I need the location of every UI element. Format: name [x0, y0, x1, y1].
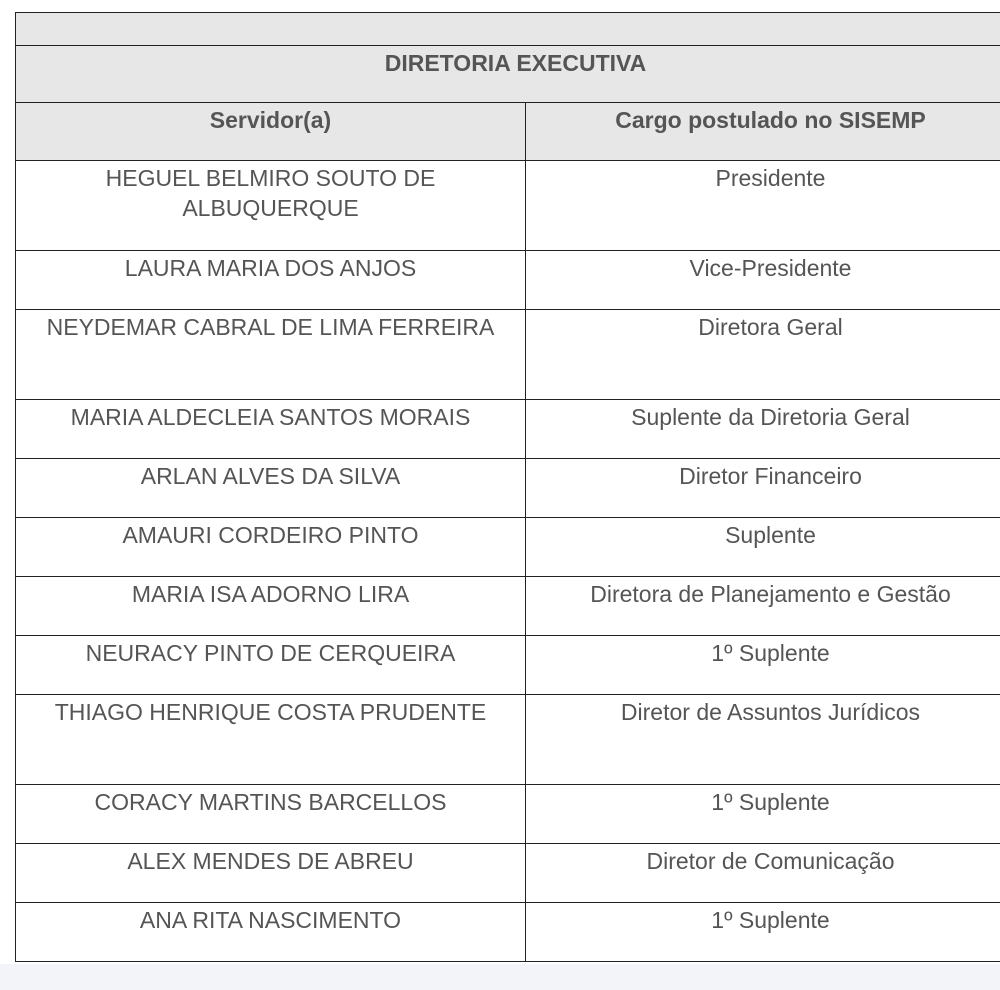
table-header-row [16, 103, 1000, 161]
table-row [16, 785, 1000, 844]
servidor-cell: ANA RITA NASCIMENTO [16, 903, 526, 962]
table-row [16, 400, 1000, 459]
cargo-cell: Diretora Geral [526, 310, 1000, 400]
cargo-cell: Suplente da Diretoria Geral [526, 400, 1000, 459]
table-title-row [16, 46, 1000, 103]
servidor-cell: CORACY MARTINS BARCELLOS [16, 785, 526, 844]
table-row [16, 695, 1000, 785]
cargo-cell: Diretor Financeiro [526, 459, 1000, 518]
table-row [16, 577, 1000, 636]
servidor-cell: HEGUEL BELMIRO SOUTO DE ALBUQUERQUE [16, 161, 526, 251]
table-row [16, 518, 1000, 577]
table-row [16, 251, 1000, 310]
servidor-cell: LAURA MARIA DOS ANJOS [16, 251, 526, 310]
header-servidor: Servidor(a) [16, 103, 526, 161]
cargo-cell: Diretor de Assuntos Jurídicos [526, 695, 1000, 785]
table-row [16, 844, 1000, 903]
servidor-cell: MARIA ALDECLEIA SANTOS MORAIS [16, 400, 526, 459]
cargo-cell: Vice-Presidente [526, 251, 1000, 310]
servidor-cell: NEYDEMAR CABRAL DE LIMA FERREIRA [16, 310, 526, 400]
header-cargo: Cargo postulado no SISEMP [526, 103, 1000, 161]
diretoria-table [15, 12, 1000, 962]
table-container [15, 12, 1000, 964]
servidor-cell: ALEX MENDES DE ABREU [16, 844, 526, 903]
bottom-background-band [0, 964, 1000, 990]
table-row [16, 310, 1000, 400]
cargo-cell: Diretor de Comunicação [526, 844, 1000, 903]
table-row [16, 161, 1000, 251]
table-title: DIRETORIA EXECUTIVA [16, 46, 1000, 103]
table-row [16, 636, 1000, 695]
cargo-cell: 1º Suplente [526, 785, 1000, 844]
servidor-cell: THIAGO HENRIQUE COSTA PRUDENTE [16, 695, 526, 785]
cargo-cell: Suplente [526, 518, 1000, 577]
table-top-blank-row [16, 13, 1000, 46]
cargo-cell: Diretora de Planejamento e Gestão [526, 577, 1000, 636]
table-row [16, 459, 1000, 518]
cargo-cell: Presidente [526, 161, 1000, 251]
cargo-cell: 1º Suplente [526, 903, 1000, 962]
servidor-cell: NEURACY PINTO DE CERQUEIRA [16, 636, 526, 695]
cargo-cell: 1º Suplente [526, 636, 1000, 695]
blank-cell [16, 13, 1000, 46]
table-row [16, 903, 1000, 962]
servidor-cell: MARIA ISA ADORNO LIRA [16, 577, 526, 636]
servidor-cell: ARLAN ALVES DA SILVA [16, 459, 526, 518]
servidor-cell: AMAURI CORDEIRO PINTO [16, 518, 526, 577]
